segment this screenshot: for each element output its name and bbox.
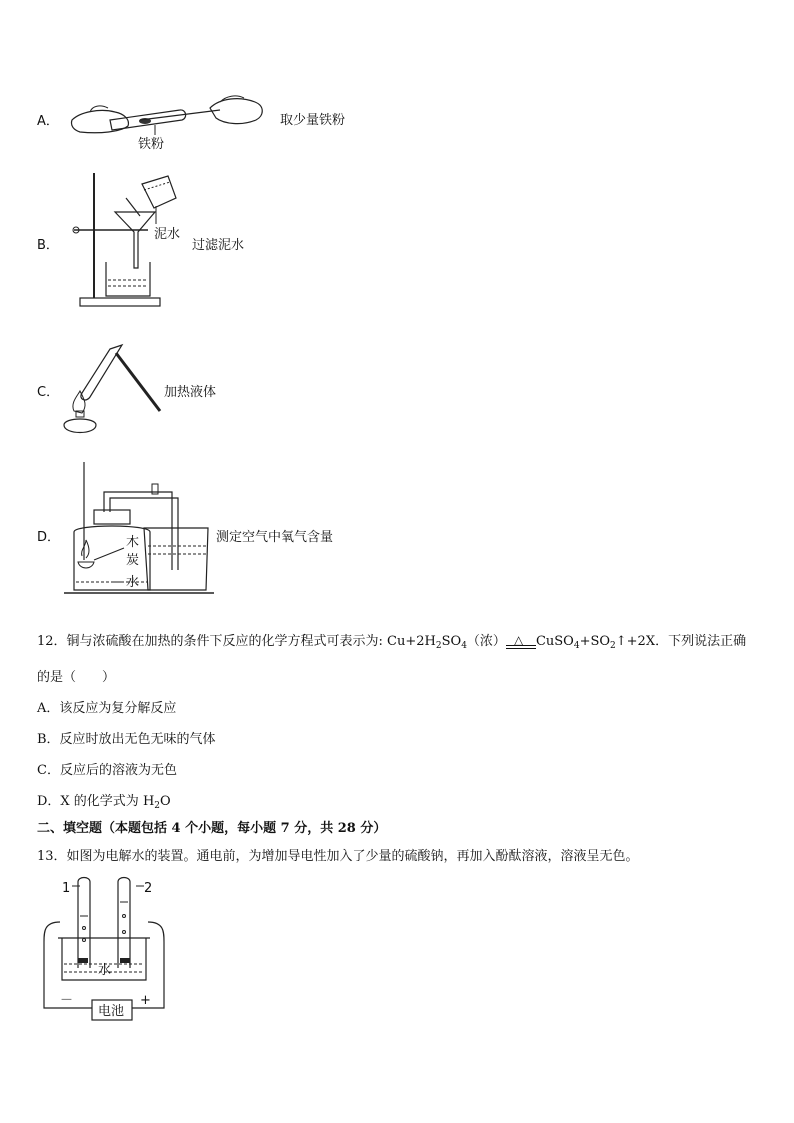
mud-water-label: 泥水 <box>154 227 181 242</box>
heating-condition-sign: △ <box>506 634 536 650</box>
option-d-caption: 测定空气中氧气含量 <box>216 530 334 545</box>
option-b-letter: B． <box>37 238 59 253</box>
charcoal-label-top: 木 <box>126 535 140 550</box>
question-12-stem-line2: 的是（ ） <box>37 670 116 685</box>
option-c-caption: 加热液体 <box>164 385 217 400</box>
q12-option-d[interactable]: D．X 的化学式为 $H_2O$ <box>37 794 171 811</box>
question-13-stem: 13．如图为电解水的装置。通电前，为增加导电性加入了少量的硫酸钠，再加入酚酞溶液，溶液呈无色。 <box>37 849 639 864</box>
battery-label: 电池 <box>98 1004 125 1019</box>
section-2-heading: 二、填空题（本题包括 4 个小题，每小题 7 分，共 28 分） <box>37 821 387 836</box>
option-c-letter: C． <box>37 385 60 400</box>
q12-option-a[interactable]: A．该反应为复分解反应 <box>37 701 177 716</box>
option-a-letter: A． <box>37 114 59 129</box>
q12-option-b[interactable]: B．反应时放出无色无味的气体 <box>37 732 216 747</box>
tube-1-label: 1 <box>62 881 71 896</box>
filtration-figure <box>60 168 190 313</box>
iron-powder-label: 铁粉 <box>138 137 165 152</box>
negative-sign: － <box>60 993 74 1008</box>
option-b-caption: 过滤泥水 <box>192 238 245 253</box>
tube-2-label: 2 <box>144 881 153 896</box>
electrolysis-water-label: 水 <box>98 963 112 978</box>
q12-option-c[interactable]: C．反应后的溶液为无色 <box>37 763 177 778</box>
heating-liquid-figure <box>60 345 165 440</box>
water-label: 水 <box>126 575 140 590</box>
oxygen-measure-figure <box>64 460 214 600</box>
option-d-letter: D． <box>37 530 61 545</box>
question-12-stem: 12．铜与浓硫酸在加热的条件下反应的化学方程式可表示为: $Cu+2H_2SO_4$（浓） △ $CuSO_4+SO_2↑+2X$．下列说法正确 <box>37 632 747 651</box>
concentrated-label: （浓） <box>466 634 506 649</box>
electrolysis-figure <box>40 872 170 1027</box>
positive-sign: + <box>140 993 151 1008</box>
charcoal-label-mid: 炭 <box>126 553 140 568</box>
iron-powder-figure <box>70 90 270 155</box>
option-a-caption: 取少量铁粉 <box>280 113 346 128</box>
